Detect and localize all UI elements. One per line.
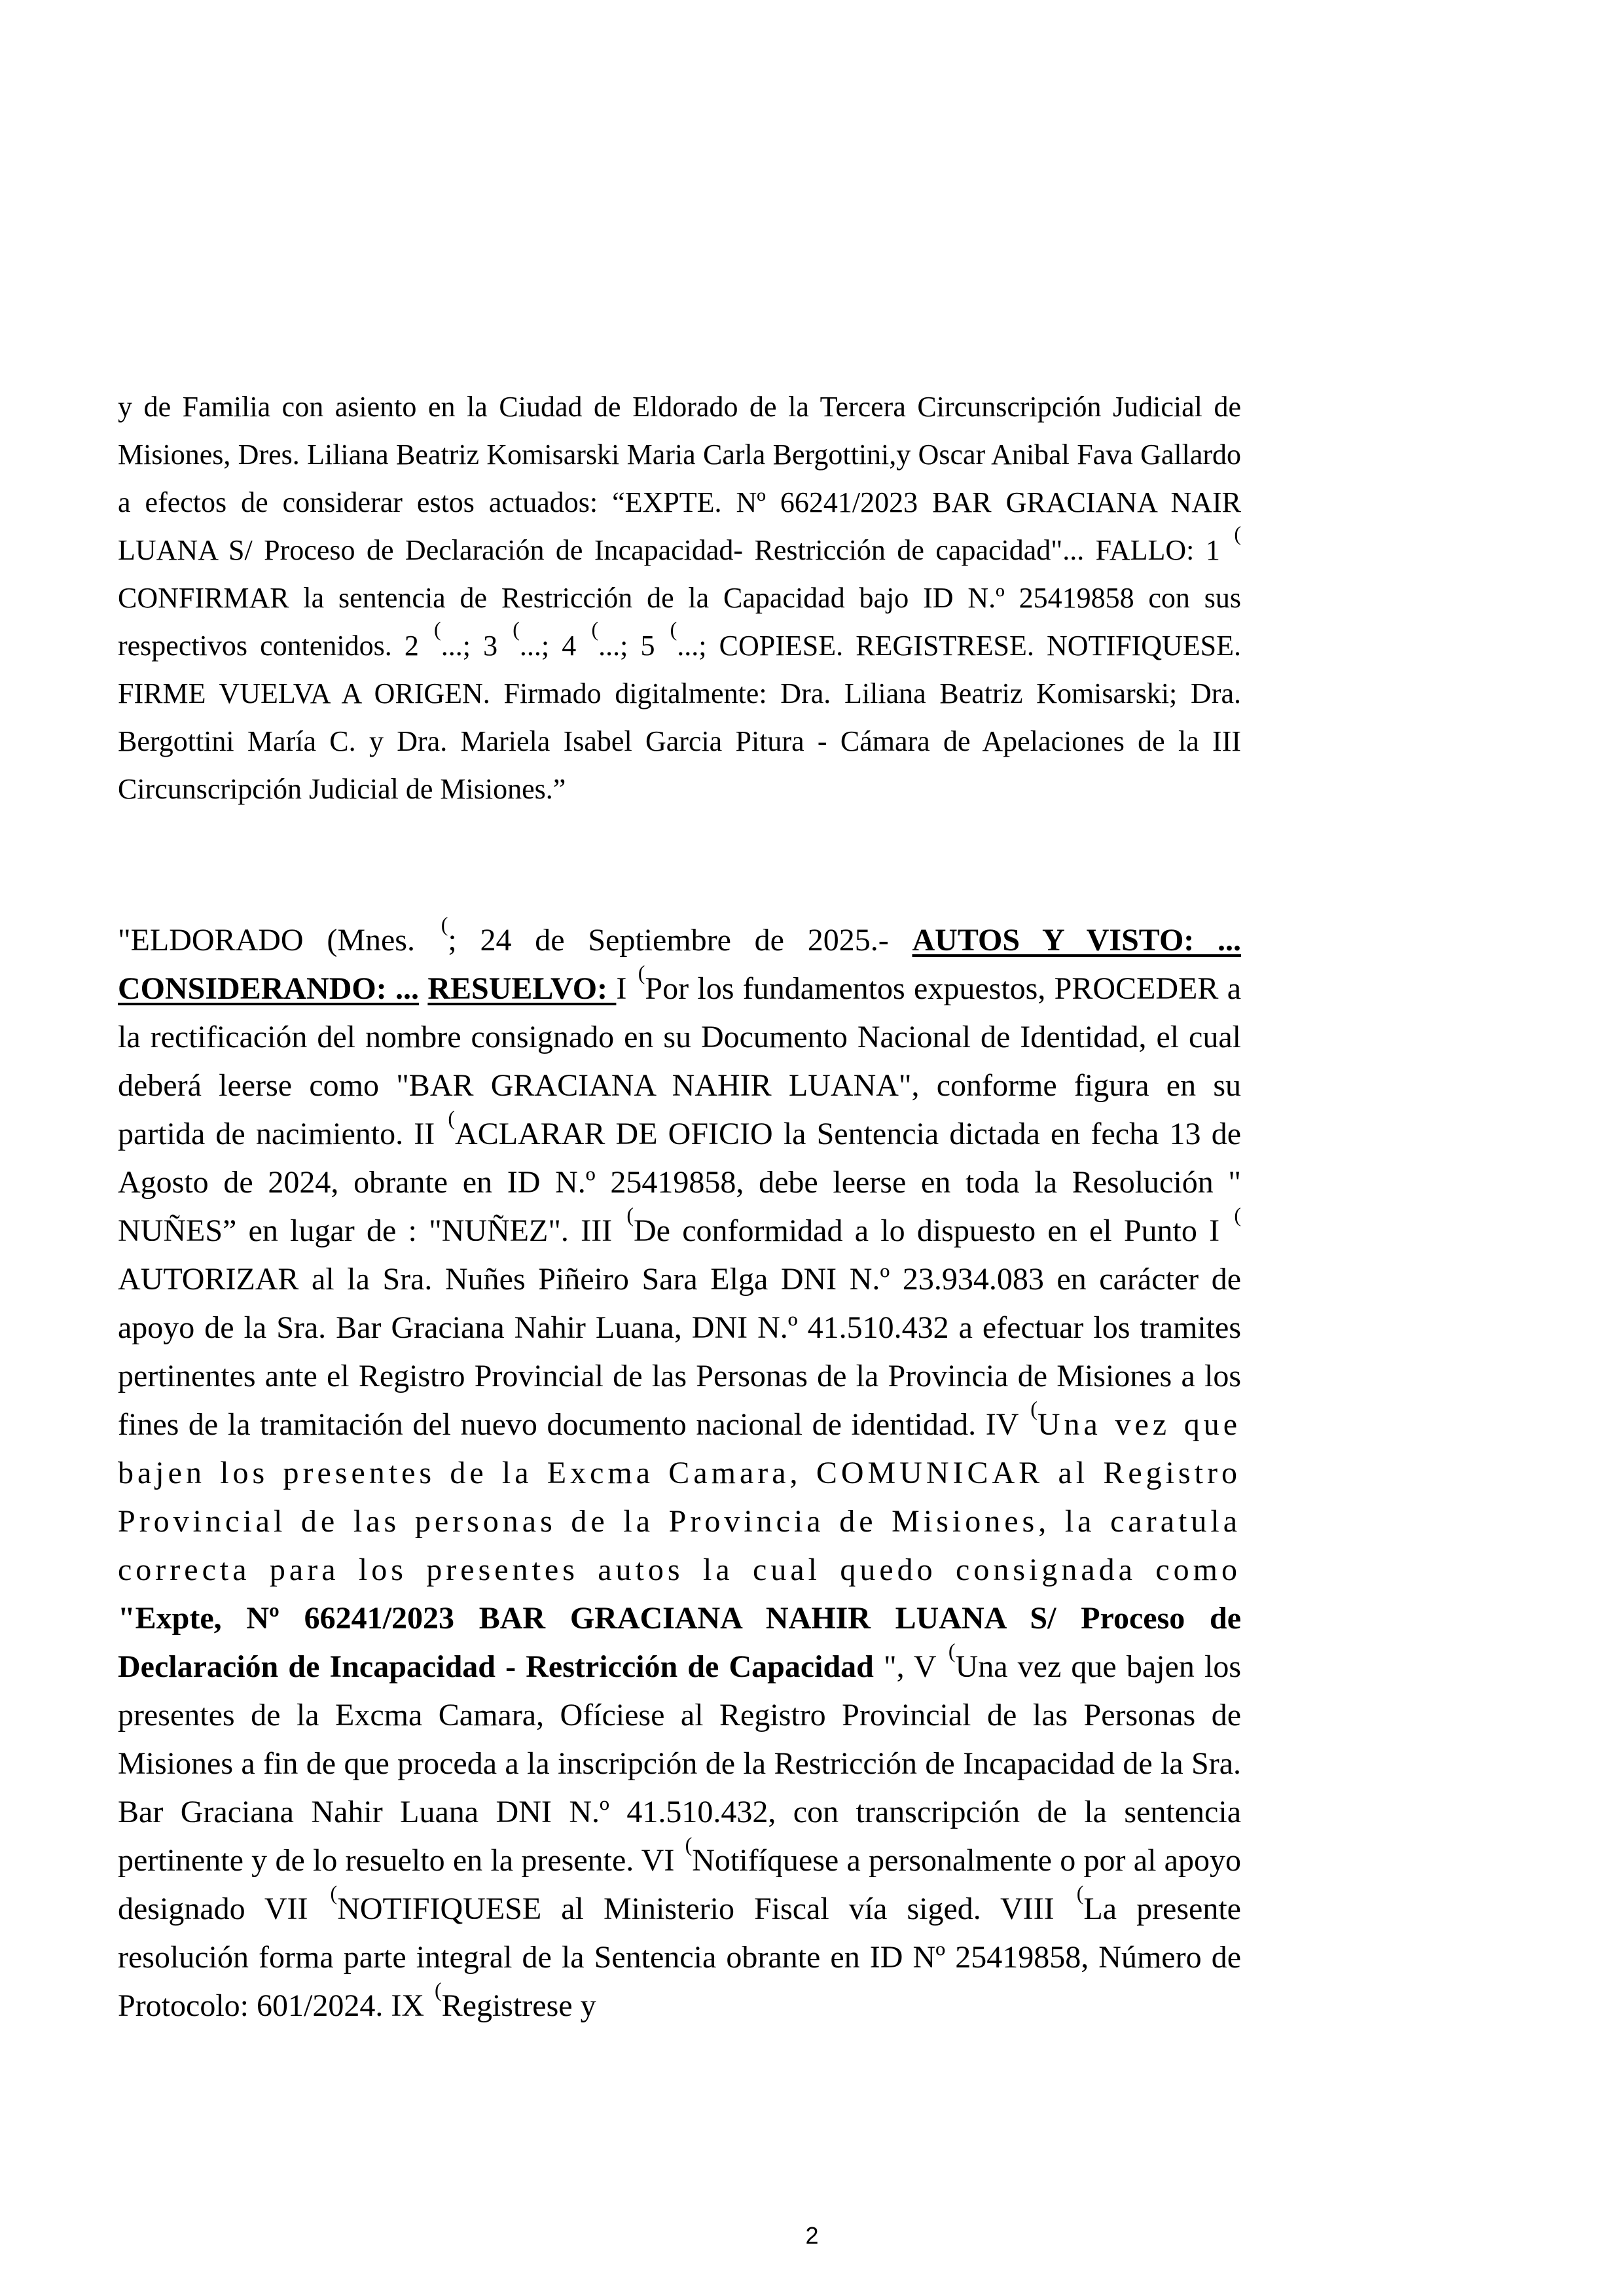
- text-segment: Por los fundamentos expuestos, PROCEDER a la rectificación del nombre consignado en su Documento Nacional de Identidad, el cual deberá leerse como "BAR GRACIANA NAHIR LUANA", conforme figura en su partida de nacimiento. II: [118, 971, 1242, 1151]
- text-segment: CONFIRMAR la sentencia de Restricción de la Capacidad bajo ID N.º 25419858 con sus respectivos contenidos. 2: [118, 582, 1241, 662]
- page-number: 2: [805, 2222, 819, 2249]
- paragraph-resolution: "ELDORADO (Mnes. (; 24 de Septiembre de 2025.- AUTOS Y VISTO: ... CONSIDERANDO: ... RESUELVO: I (Por los fundamentos expuestos, PROCEDER a la rectificación del nombre consignado en su Documento Nacional de Identidad, el cual deberá leerse como "BAR GRACIANA NAHIR LUANA", conforme figura en su partida de nacimiento. II (ACLARAR DE OFICIO la Sentencia dictada en fecha 13 de Agosto de 2024, obrante en ID N.º 25419858, debe leerse en toda la Resolución " NUÑES” en lugar de : "NUÑEZ". III (De conformidad a lo dispuesto en el Punto I (AUTORIZAR al la Sra. Nuñes Piñeiro Sara Elga DNI N.º 23.934.083 en carácter de apoyo de la Sra. Bar Graciana Nahir Luana, DNI N.º 41.510.432 a efectuar los tramites pertinentes ante el Registro Provincial de las Personas de la Provincia de Misiones a los fines de la tramitación del nuevo documento nacional de identidad. IV (Una vez que bajen los presentes de la Excma Camara, COMUNICAR al Registro Provincial de las personas de la Provincia de Misiones, la caratula correcta para los presentes autos la cual quedo consignada como "Expte, Nº 66241/2023 BAR GRACIANA NAHIR LUANA S/ Proceso de Declaración de Incapacidad - Restricción de Capacidad ", V (Una vez que bajen los presentes de la Excma Camara, Ofíciese al Registro Provincial de las Personas de Misiones a fin de que proceda a la inscripción de la Restricción de Incapacidad de la Sra. Bar Graciana Nahir Luana DNI N.º 41.510.432, con transcripción de la sentencia pertinente y de lo resuelto en la presente. VI (Notifíquese a personalmente o por al apoyo designado VII (NOTIFIQUESE al Ministerio Fiscal vía siged. VIII (La presente resolución forma parte integral de la Sentencia obrante en ID Nº 25419858, Número de Protocolo: 601/2024. IX (Registrese y: [118, 912, 1242, 2023]
- text-segment: ...; 5: [598, 630, 668, 662]
- paragraph-prior-ruling: y de Familia con asiento en la Ciudad de Eldorado de la Tercera Circunscripción Judicial de Misiones, Dres. Liliana Beatriz Komisarski Maria Carla Bergottini,y Oscar Anibal Fava Gallardo a efectos de considerar estos actuados: “EXPTE. Nº 66241/2023 BAR GRACIANA NAIR LUANA S/ Proceso de Declaración de Incapacidad- Restricción de capacidad"... FALLO: 1 (CONFIRMAR la sentencia de Restricción de la Capacidad bajo ID N.º 25419858 con sus respectivos contenidos. 2 (...; 3 (...; 4 (...; 5 (...; COPIESE. REGISTRESE. NOTIFIQUESE. FIRME VUELVA A ORIGEN. Firmado digitalmente: Dra. Liliana Beatriz Komisarski; Dra. Bergottini María C. y Dra. Mariela Isabel Garcia Pitura - Cámara de Apelaciones de la III Circunscripción Judicial de Misiones.”: [118, 391, 1242, 805]
- text-segment: I: [616, 971, 636, 1006]
- heading-resuelvo: RESUELVO:: [427, 971, 617, 1006]
- text-segment: Registrese y: [441, 1988, 596, 2023]
- expediente-caption: "Expte, Nº 66241/2023 BAR GRACIANA NAHIR LUANA S/ Proceso de Declaración de Incapacidad - Restricción de Capacidad: [118, 1601, 1241, 1684]
- text-segment: De conformidad a lo dispuesto en el Punto I: [634, 1213, 1232, 1248]
- heading-autos-y-visto: AUTOS Y VISTO: ...: [912, 923, 1242, 958]
- text-segment: ; 24 de Septiembre de 2025.-: [448, 923, 912, 958]
- text-segment: NOTIFIQUESE al Ministerio Fiscal vía siged. VIII: [337, 1892, 1074, 1926]
- text-segment: Una vez que bajen los presentes de la Excma Camara, Ofíciese al Registro Provincial de las Personas de Misiones a fin de que proceda a la inscripción de la Restricción de Incapacidad de la Sra. Bar Graciana Nahir Luana DNI N.º 41.510.432, con transcripción de la sentencia pertinente y de lo resuelto en la presente. VI: [118, 1649, 1242, 1878]
- text-segment: Notifíquese a personalmente o por al apoyo designado VII: [118, 1843, 1241, 1926]
- text-segment: ", V: [873, 1649, 946, 1684]
- text-segment: ...; 4: [519, 630, 589, 662]
- text-segment: ...; COPIESE. REGISTRESE. NOTIFIQUESE. FIRME VUELVA A ORIGEN. Firmado digitalmente: Dra. Liliana Beatriz Komisarski; Dra. Bergottini María C. y Dra. Mariela Isabel Garcia Pitura - Cámara de Apelaciones de la III Circunscripción Judicial de Misiones.”: [118, 630, 1242, 805]
- text-segment: La presente resolución forma parte integral de la Sentencia obrante en ID Nº 25419858, Número de Protocolo: 601/2024. IX: [118, 1892, 1241, 2023]
- text-segment: Una vez que bajen los presentes de la Excma Camara, COMUNICAR al Registro Provincial de las personas de la Provincia de Misiones, la caratula correcta para los presentes autos la cual quedo consignada como: [118, 1407, 1242, 1587]
- text-segment: ...; 3: [441, 630, 511, 662]
- text-segment: "ELDORADO (Mnes.: [118, 923, 439, 958]
- text-segment: ACLARAR DE OFICIO la Sentencia dictada en fecha 13 de Agosto de 2024, obrante en ID N.º 25419858, debe leerse en toda la Resolución " NUÑES” en lugar de : "NUÑEZ". III: [118, 1117, 1242, 1248]
- text-segment: AUTORIZAR al la Sra. Nuñes Piñeiro Sara Elga DNI N.º 23.934.083 en carácter de apoyo de la Sra. Bar Graciana Nahir Luana, DNI N.º 41.510.432 a efectuar los tramites pertinentes ante el Registro Provincial de las Personas de la Provincia de Misiones a los fines de la tramitación del nuevo documento nacional de identidad. IV: [118, 1262, 1241, 1442]
- heading-considerando: CONSIDERANDO: ...: [118, 971, 420, 1006]
- text-segment: y de Familia con asiento en la Ciudad de Eldorado de la Tercera Circunscripción Judicial de Misiones, Dres. Liliana Beatriz Komisarski Maria Carla Bergottini,y Oscar Anibal Fava Gallardo a efectos de considerar estos actuados: “EXPTE. Nº 66241/2023 BAR GRACIANA NAIR LUANA S/ Proceso de Declaración de Incapacidad- Restricción de capacidad"... FALLO: 1: [118, 391, 1241, 566]
